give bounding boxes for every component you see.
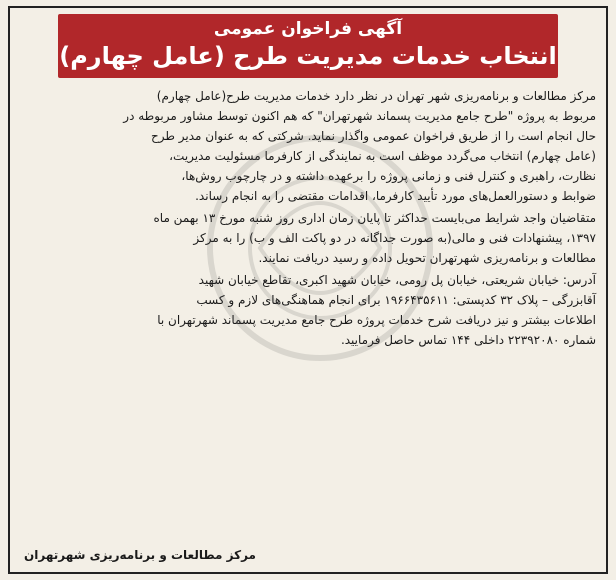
ad-title: انتخاب خدمات مدیریت طرح (عامل چهارم)	[59, 42, 557, 70]
text-line: اطلاعات بیشتر و نیز دریافت شرح خدمات پروژه طرح جامع مدیریت پسماند شهرتهران با	[157, 313, 596, 327]
ad-header	[58, 14, 558, 78]
text-line: مطالعات و برنامه‌ریزی شهرتهران تحویل داده و رسید دریافت نمایند.	[258, 251, 596, 265]
ad-kicker: آگهی فراخوان عمومی	[213, 19, 403, 39]
text-line: ضوابط و دستورالعمل‌های مورد تأیید کارفرما، اقدامات مقتضی را به انجام رساند.	[195, 189, 596, 203]
text-line: (عامل چهارم) انتخاب می‌گردد موظف است به نمایندگی از کارفرما مسئولیت مدیریت،	[169, 149, 596, 163]
text-line: ۱۳۹۷، پیشنهادات فنی و مالی(به صورت جداگانه در دو پاکت الف و ب) را به مرکز	[193, 231, 596, 245]
footer-organization: مرکز مطالعات و برنامه‌ریزی شهرتهران	[24, 548, 256, 562]
text-line: متقاضیان واجد شرایط می‌بایست حداکثر تا پایان زمان اداری روز شنبه مورخ ۱۳ بهمن ماه	[153, 211, 596, 225]
text-line: حال انجام است را از طریق فراخوان عمومی واگذار نماید. شرکتی که به عنوان مدیر طرح	[151, 129, 596, 143]
text-line: مربوط به پروژه "طرح جامع مدیریت پسماند شهرتهران" که هم اکنون توسط مشاور مربوطه در	[123, 109, 596, 123]
text-line: آقابزرگی – پلاک ۳۲ کدپستی: ۱۹۶۶۴۳۵۶۱۱ برای انجام هماهنگی‌های لازم و کسب	[196, 293, 596, 307]
text-line: نظارت، راهبری و کنترل فنی و زمانی پروژه را برعهده داشته و در چارچوب روش‌ها،	[181, 169, 596, 183]
paragraph-address	[20, 270, 596, 350]
paragraph-intro	[20, 86, 596, 206]
text-line: آدرس: خیابان شریعتی، خیابان پل رومی، خیابان شهید اکبری، تقاطع خیابان شهید	[198, 273, 596, 287]
paragraph-deadline	[20, 208, 596, 268]
text-line: مرکز مطالعات و برنامه‌ریزی شهر تهران در نظر دارد خدمات مدیریت طرح(عامل چهارم)	[156, 89, 596, 103]
text-line: شماره ۲۲۳۹۲۰۸۰ داخلی ۱۴۴ تماس حاصل فرمایید.	[340, 333, 596, 347]
ad-frame	[8, 6, 608, 574]
